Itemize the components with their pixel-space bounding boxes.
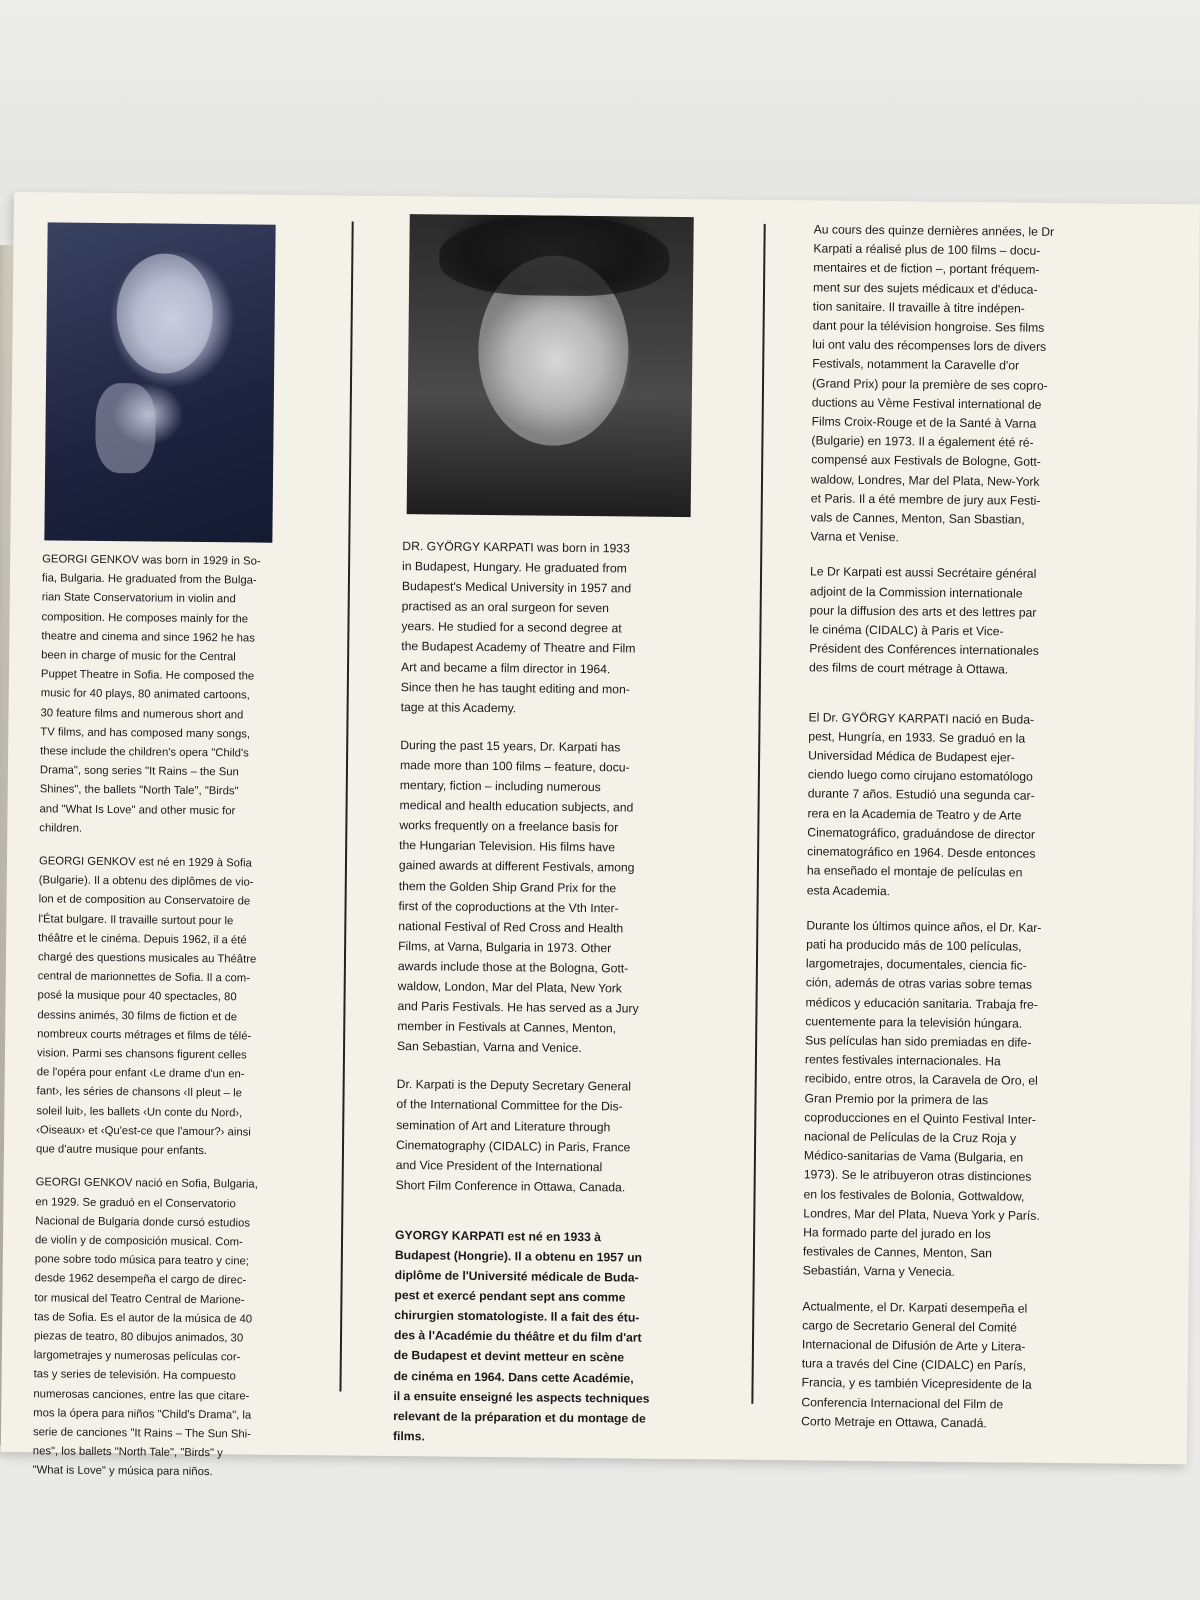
bio-paragraph-es-career: Durante los últimos quince años, el Dr. Kar- pati ha producido más de 100 películas, largometrajes, documentales, ciencia fic- ción, además de otras varias sobre temas médicos y educación sanitaria. Trabaja fre- cuentemente para la televisión húngara. Sus películas han sido premiadas en dife- rentes festivales internacionales. Ha recibido, entre otros, la Caravela de Oro, el Gran Premio por la primera de las coproducciones en el Quinto Festival Inter- nacional de Películas de la Cruz Roja y Médico-sanitarias de Vama (Bulgaria, en 1973). Se le atribuyeron otras distinciones en los festivales de Bolonia, Gottwaldow, Londres, Mar del Plata, Nueva York y París. Ha formado parte del jurado en los festivales de Cannes, Menton, San Sebastián, Varna y Venecia. <box>802 918 1042 1280</box>
column-right-karpati-continued <box>801 220 1114 1450</box>
document-page <box>1 192 1200 1479</box>
bio-paragraph-es: El Dr. GYÖRGY KARPATI nació en Buda- pest, Hungría, en 1933. Se graduó en la Universidad Médica de Budapest ejer- ciendo luego como cirujano estomatólogo durante 7 años. Estudió una segunda car- rera en la Academia de Teatro y de Arte Cinematográfico, graduándose de director cinematográfico en 1964. Desde entonces ha enseñado el montaje de películas en esta Academia. <box>806 710 1036 898</box>
portrait-photo-karpati <box>407 214 694 517</box>
column-middle-karpati <box>393 214 696 1467</box>
photo-hair-shape <box>439 214 670 296</box>
bio-paragraph-fr-career: Au cours des quinze dernières années, le Dr Karpati a réalisé plus de 100 films – docu- mentaires et de fiction –, portant fréquem- ment sur des sujets médicaux et d'éduca- tion sanitaire. Il travaille à titre indépen- dant pour la télévision hongroise. Ses films lui ont valu des récompenses lors de divers Festivals, notamment la Caravelle d'or (Grand Prix) pour la première de ses copro- ductions au Vème Festival international de Films Croix-Rouge et de la Santé à Varna (Bulgarie) en 1973. Il a également été ré- compensé aux Festivals de Bologne, Gott- waldow, Londres, Mar del Plata, New-York et Paris. Il a été membre de jury aux Festi- vals de Cannes, Menton, San Sbastian, Varna et Venise. <box>810 222 1055 545</box>
bio-paragraph-fr: GEORGI GENKOV est né en 1929 à Sofia (Bulgarie). Il a obtenu des diplômes de vio- lon et de composition au Conservatoire de l'État bulgare. Il travaille surtout pour le théâtre et le cinéma. Depuis 1962, il a été chargé des questions musicales au Théâtre central de marionnettes de Sofia. Il a com- posé la musique pour 40 spectacles, 80 dessins animés, 30 films de fiction et de nombreux courts métrages et films de télé- vision. Parmi ses chansons figurent celles de l'opéra pour enfant ‹Le drame d'un en- fant›, les séries de chansons ‹Il pleut – le soleil luit›, les ballets ‹Un conte du Nord›, ‹Oiseaux› et ‹Qu'est-ce que l'amour?› ainsi que d'autre musique pour enfants. <box>35 855 257 1158</box>
column-divider <box>751 224 765 1404</box>
bio-paragraph-en-career: During the past 15 years, Dr. Karpati has made more than 100 films – feature, docu- mentary, fiction – including numerous medical and health education subjects, and works frequently on a freelance basis for the Hungarian Television. His films have gained awards at different Festivals, among them the Golden Ship Grand Prix for the first of the coproductions at the Vth Inter- national Festival of Red Cross and Health Films, at Varna, Bulgaria in 1973. Other awards include those at the Bologna, Gott- waldow, London, Mar del Plata, New York and Paris Festivals. He has served as a Jury member in Festivals at Cannes, Menton, San Sebastian, Varna and Venice. <box>397 737 639 1056</box>
column-left-genkov <box>32 222 287 1497</box>
photo-hand-shape <box>95 383 156 474</box>
portrait-photo-genkov <box>44 222 275 542</box>
bio-paragraph-en-cidalc: Dr. Karpati is the Deputy Secretary General of the International Committee for the Dis- semination of Art and Literature through Cinematography (CIDALC) in Paris, France and Vice President of the International Short Film Conference in Ottawa, Canada. <box>395 1077 632 1195</box>
bio-paragraph-fr-cidalc: Le Dr Karpati est aussi Secrétaire général adjoint de la Commission internationale pour la diffusion des arts et des lettres par le cinéma (CIDALC) à Paris et Vice- Président des Conférences internationales des films de court métrage à Ottawa. <box>808 564 1039 677</box>
bio-paragraph-es: GEORGI GENKOV nació en Sofia, Bulgaria, en 1929. Se graduó en el Conservatorio Nacional de Bulgaria donde cursó estudios de violín y de composición musical. Com- pone sobre todo música para teatro y cine; desde 1962 desempeña el cargo de direc- tor musical del Teatro Central de Marione- tas de Sofia. Es el autor de la música de 40 piezas de teatro, 80 dibujos animados, 30 largometrajes y numerosas películas cor- tas y series de televisión. Ha compuesto numerosas canciones, entre las que citare- mos la ópera para niños "Child's Drama", la serie de canciones "It Rains – The Sun Shi- nes", los ballets "North Tale", "Birds" y "What is Love" y música para niños. <box>32 1176 258 1479</box>
bio-paragraph-fr: GYORGY KARPATI est né en 1933 à Budapest (Hongrie). Il a obtenu en 1957 un diplôme de l'Université médicale de Buda- pest et exercé pendant sept ans comme chirurgien stomatologiste. Il a fait des étu- des à l'Académie du théâtre et du film d'art de Budapest et devint metteur en scène de cinéma en 1964. Dans cette Académie, il a ensuite enseigné les aspects techniques relevant de la préparation et du montage de films. <box>392 1227 650 1444</box>
column-divider <box>339 222 353 1392</box>
bio-paragraph-es-cidalc: Actualmente, el Dr. Karpati desempeña el cargo de Secretario General del Comité Internacional de Difusión de Arte y Litera- tura a través del Cine (CIDALC) en París, Francia, y es también Vicepresidente de la Conferencia Internacional del Film de Corto Metraje en Ottawa, Canadá. <box>801 1298 1032 1431</box>
bio-paragraph-en: GEORGI GENKOV was born in 1929 in So- fia, Bulgaria. He graduated from the Bulga- rian State Conservatorium in violin and composition. He composes mainly for the theatre and cinema and since 1962 he has been in charge of music for the Central Puppet Theatre in Sofia. He composed the music for 40 plays, 80 animated cartoons, 30 feature films and numerous short and TV films, and has composed many songs, these include the children's opera "Child's Drama", song series "It Rains – the Sun Shines", the ballets "North Tale", "Birds" and "What Is Love" and other music for children. <box>39 553 261 835</box>
photo-face-shape <box>116 253 213 374</box>
bio-paragraph-en: DR. GYÖRGY KARPATI was born in 1933 in Budapest, Hungary. He graduated from Budapest's Medical University in 1957 and practised as an oral surgeon for seven years. He studied for a second degree at the Budapest Academy of Theatre and Film Art and became a film director in 1964. Since then he has taught editing and mon- tage at this Academy. <box>400 539 636 716</box>
